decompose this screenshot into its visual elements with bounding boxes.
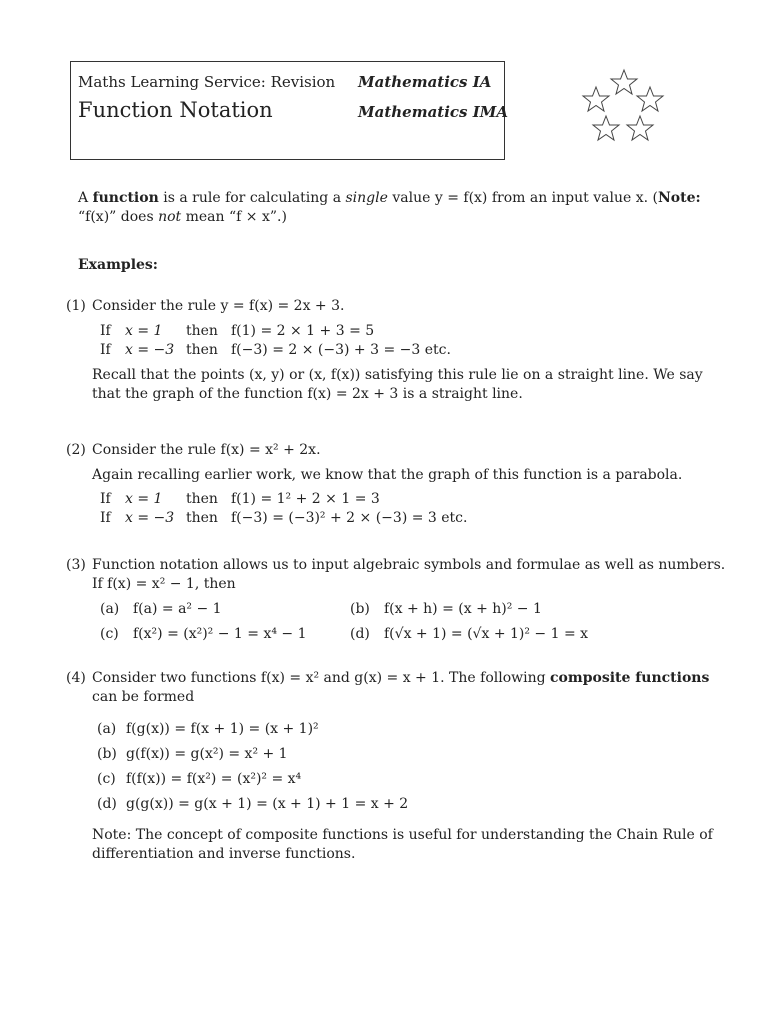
ex4-expr-c: f(f(x)) = f(x²) = (x²)² = x⁴: [126, 771, 302, 787]
ex2-then-2: then: [186, 510, 218, 526]
ex3-label-a: (a): [100, 601, 120, 617]
ex1-cond-1: x = 1: [125, 323, 163, 339]
term-composite-functions: composite functions: [550, 670, 710, 686]
ex4-label-b: (b): [97, 746, 117, 762]
ex3-label-d: (d): [350, 626, 370, 642]
ex4-number: (4): [66, 670, 86, 686]
ex2-again: Again recalling earlier work, we know that the graph of this function is a parabola.: [92, 467, 683, 483]
star-icon: [627, 116, 653, 140]
ex2-result-2: f(−3) = (−3)² + 2 × (−3) = 3 etc.: [231, 510, 468, 526]
ex1-statement: Consider the rule y = f(x) = 2x + 3.: [92, 298, 345, 314]
ex4-label-a: (a): [97, 721, 117, 737]
ex3-statement-2: If f(x) = x² − 1, then: [92, 576, 236, 592]
ex3-statement-1: Function notation allows us to input algebraic symbols and formulae as well as numbers.: [92, 557, 726, 573]
ex4-statement-2: can be formed: [92, 689, 195, 705]
ex2-cond-2: x = −3: [125, 510, 175, 526]
ex3-expr-d: f(√x + 1) = (√x + 1)² − 1 = x: [384, 626, 589, 642]
ex1-then-2: then: [186, 342, 218, 358]
intro-paragraph: A function is a rule for calculating a single value y = f(x) from an input value x. (Note: “f(x)” does not mean “f × x”.): [78, 190, 701, 225]
ex1-number: (1): [66, 298, 86, 314]
examples-heading: Examples:: [78, 257, 158, 273]
ex4-expr-a: f(g(x)) = f(x + 1) = (x + 1)²: [126, 721, 319, 737]
star-icon: [611, 70, 637, 94]
ex4-expr-d: g(g(x)) = g(x + 1) = (x + 1) + 1 = x + 2: [126, 796, 409, 812]
ex1-result-1: f(1) = 2 × 1 + 3 = 5: [231, 323, 375, 339]
ex4-label-c: (c): [97, 771, 116, 787]
ex1-cond-2: x = −3: [125, 342, 175, 358]
ex3-label-b: (b): [350, 601, 370, 617]
ex2-number: (2): [66, 442, 86, 458]
page-title: Function Notation: [78, 98, 273, 122]
ex2-then-1: then: [186, 491, 218, 507]
ex3-number: (3): [66, 557, 86, 573]
ex2-if-2: If: [100, 510, 111, 526]
ex2-if-1: If: [100, 491, 111, 507]
ex1-recall-line-2: that the graph of the function f(x) = 2x + 3 is a straight line.: [92, 386, 523, 402]
five-stars-logo: [578, 66, 668, 148]
ex4-label-d: (d): [97, 796, 117, 812]
ex3-expr-a: f(a) = a² − 1: [133, 601, 222, 617]
ex4-note-line-2: differentiation and inverse functions.: [92, 846, 356, 862]
star-icon: [593, 116, 619, 140]
ex2-result-1: f(1) = 1² + 2 × 1 = 3: [231, 491, 380, 507]
term-function: function: [92, 190, 159, 206]
ex1-if-2: If: [100, 342, 111, 358]
ex1-recall-line-1: Recall that the points (x, y) or (x, f(x)) satisfying this rule lie on a straight line. We say: [92, 367, 703, 383]
star-icon: [637, 87, 663, 111]
course-name-1: Mathematics IA: [358, 73, 492, 91]
ex4-note-line-1: Note: The concept of composite functions is useful for understanding the Chain Rule of: [92, 827, 713, 843]
course-name-2: Mathematics IMA: [358, 103, 508, 121]
star-icon: [583, 87, 609, 111]
ex1-if-1: If: [100, 323, 111, 339]
ex3-expr-b: f(x + h) = (x + h)² − 1: [384, 601, 542, 617]
ex3-expr-c: f(x²) = (x²)² − 1 = x⁴ − 1: [133, 626, 307, 642]
ex3-label-c: (c): [100, 626, 119, 642]
ex4-statement-1: Consider two functions f(x) = x² and g(x) = x + 1. The following composite functions: [92, 670, 710, 686]
ex2-statement: Consider the rule f(x) = x² + 2x.: [92, 442, 321, 458]
ex4-expr-b: g(f(x)) = g(x²) = x² + 1: [126, 746, 288, 762]
ex2-cond-1: x = 1: [125, 491, 163, 507]
ex1-then-1: then: [186, 323, 218, 339]
service-title: Maths Learning Service: Revision: [78, 73, 336, 91]
ex1-result-2: f(−3) = 2 × (−3) + 3 = −3 etc.: [231, 342, 451, 358]
